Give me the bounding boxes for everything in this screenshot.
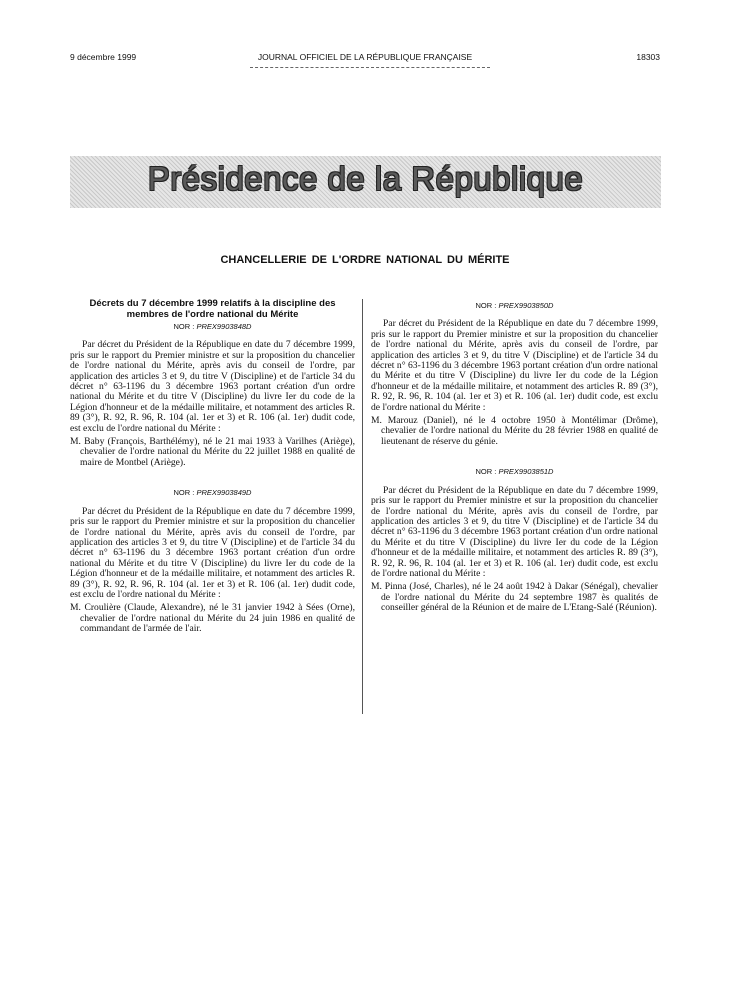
column-divider [362,299,363,714]
nor-code: PREX9903850D [498,301,554,310]
header-date: 9 décembre 1999 [70,52,137,62]
decree-person: M. Marouz (Daniel), né le 4 octobre 1950 à Montélimar (Drôme), chevalier de l'ordre national du Mérite du 28 février 1988 en qualité de lieutenant de réserve du génie. [371,415,658,447]
left-column [70,299,355,635]
decree-body: Par décret du Président de la République en date du 7 décembre 1999, pris sur le rapport du Premier ministre et sur la proposition du chancelier de l'ordre national du Mérite, après avis du conseil de l'ordre, par application des articles 3 et 9, du titre V (Discipline) et de l'article 34 du décret n° 63-1196 du 3 décembre 1963 portant création d'un ordre national du Mérite et du titre V (Discipline) du livre Ier du code de la Légion d'honneur et de la médaille militaire, et notamment des articles R. 89 (3°), R. 92, R. 96, R. 104 (al. 1er et 3) et R. 106 (al. 1er) dudit code, est exclu de l'ordre national du Mérite : [70,339,355,434]
header-journal-title: JOURNAL OFFICIEL DE LA RÉPUBLIQUE FRANÇAISE [257,52,473,62]
header-rule [250,67,490,68]
nor-line [70,488,355,498]
decree-person: M. Baby (François, Barthélémy), né le 21 mai 1933 à Varilhes (Ariège), chevalier de l'ordre national du Mérite du 22 juillet 1988 en qualité de maire de Montbel (Ariège). [70,436,355,468]
decree-body: Par décret du Président de la République en date du 7 décembre 1999, pris sur le rapport du Premier ministre et sur la proposition du chancelier de l'ordre national du Mérite, après avis du conseil de l'ordre, par application des articles 3 et 9, du titre V (Discipline) et de l'article 34 du décret n° 63-1196 du 3 décembre 1963 portant création d'un ordre national du Mérite et du titre V (Discipline) du livre Ier du code de la Légion d'honneur et de la médaille militaire, et notamment des articles R. 89 (3°), R. 92, R. 96, R. 104 (al. 1er et 3) et R. 106 (al. 1er) dudit code, est exclu de l'ordre national du Mérite : [70,505,355,600]
nor-code: PREX9903848D [196,322,252,331]
nor-code: PREX9903851D [498,467,554,477]
nor-line [371,301,658,311]
nor-label: NOR : [173,322,195,331]
nor-label: NOR : [173,488,195,498]
nor-code: PREX9903849D [196,488,252,498]
right-column [371,299,658,614]
decrees-title: Décrets du 7 décembre 1999 relatifs à la discipline des membres de l'ordre national du Mérite [89,298,336,320]
decree-person: M. Croulière (Claude, Alexandre), né le 31 janvier 1942 à Sées (Orne), chevalier de l'ordre national du Mérite du 24 juin 1986 en qualité de commandant de l'armée de l'air. [70,602,355,635]
nor-line [70,322,355,332]
banner [70,156,661,208]
section-title: CHANCELLERIE DE L'ORDRE NATIONAL DU MÉRITE [220,254,510,266]
nor-label: NOR : [475,467,497,477]
nor-line [371,467,658,477]
running-header [70,52,660,66]
decree-body: Par décret du Président de la République en date du 7 décembre 1999, pris sur le rapport du Premier ministre et sur la proposition du chancelier de l'ordre national du Mérite, après avis du conseil de l'ordre, par application des articles 3 et 9, du titre V (Discipline) et de l'article 34 du décret n° 63-1196 du 3 décembre 1963 portant création d'un ordre national du Mérite et du titre V (Discipline) du livre Ier du code de la Légion d'honneur et de la médaille militaire, et notamment des articles R. 89 (3°), R. 92, R. 96, R. 104 (al. 1er et 3) et R. 106 (al. 1er) dudit code, est exclu de l'ordre national du Mérite : [371,318,658,413]
header-page-number: 18303 [636,52,660,62]
nor-label: NOR : [475,301,497,310]
decree-body: Par décret du Président de la République en date du 7 décembre 1999, pris sur le rapport du Premier ministre et sur la proposition du chancelier de l'ordre national du Mérite, après avis du conseil de l'ordre, par application des articles 3 et 9, du titre V (Discipline) et de l'article 34 du décret n° 63-1196 du 3 décembre 1963 portant création d'un ordre national du Mérite et du titre V (Discipline) du livre Ier du code de la Légion d'honneur et de la médaille militaire, et notamment des articles R. 89 (3°), R. 92, R. 96, R. 104 (al. 1er et 3) et R. 106 (al. 1er) dudit code, est exclu de l'ordre national du Mérite : [371,484,658,579]
banner-title: Présidence de la République [147,160,584,197]
decree-person: M. Pinna (José, Charles), né le 24 août 1942 à Dakar (Sénégal), chevalier de l'ordre national du Mérite du 24 septembre 1987 ès qualités de conseiller général de la Réunion et de maire de L'Etang-Salé (Réunion). [371,581,658,614]
